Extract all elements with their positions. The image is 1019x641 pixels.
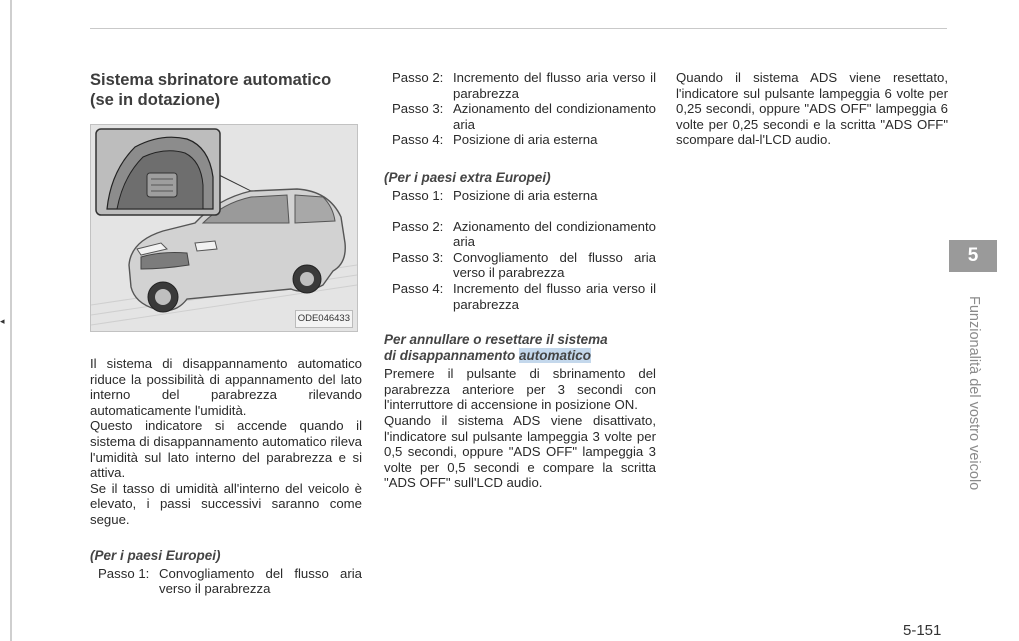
step-label: Passo 2: [392, 218, 444, 234]
column-2 [384, 70, 656, 491]
step-text: Incremento del flusso aria verso il parabrezza [453, 280, 656, 312]
step-label: Passo 3: [392, 101, 444, 117]
step-text: Azionamento del condizionamento aria [453, 218, 656, 250]
step-label: Passo 1: [98, 565, 150, 581]
chapter-label-text: Funzionalità del vostro veicolo [966, 296, 982, 491]
left-edge-marker-icon: ◂ [0, 316, 5, 326]
left-margin-rule [10, 0, 12, 641]
header-rule [90, 28, 947, 29]
reset-heading-line1: Per annullare o resettare il sistema [384, 332, 608, 348]
extra-europe-steps [384, 188, 656, 312]
list-item [384, 70, 656, 101]
list-item [384, 132, 656, 148]
intro-paragraph-3: Se il tasso di umidità all'interno del veicolo è elevato, i passi successivi saranno come segue. [90, 480, 362, 527]
europe-heading: (Per i paesi Europei) [90, 547, 221, 563]
list-item [384, 250, 656, 281]
europe-steps-part2 [384, 70, 656, 148]
car-with-sensor-icon [91, 125, 357, 331]
figure-code: ODE046433 [295, 310, 353, 328]
section-title-line2: (se in dotazione) [90, 91, 221, 109]
reset-heading [384, 332, 656, 364]
chapter-tab [949, 240, 997, 272]
column-3 [676, 70, 948, 148]
section-title-line1: Sistema sbrinatore automatico [90, 71, 332, 89]
intro-paragraph-1: Il sistema di disappannamento automatico riduce la possibilità di appannamento del lato interno del parabrezza rilevando automaticamente l'umidità. [90, 356, 362, 418]
extra-europe-heading: (Per i paesi extra Europei) [384, 169, 551, 185]
step-label: Passo 1: [392, 187, 444, 203]
reset-paragraph-1: Premere il pulsante di sbrinamento del parabrezza anteriore per 3 secondi con l'interruttore di accensione in posizione ON. [384, 366, 656, 413]
column-1 [90, 70, 362, 597]
list-item [384, 281, 656, 312]
step-text: Azionamento del condizionamento aria [453, 101, 656, 132]
car-illustration [90, 124, 358, 332]
section-title [90, 70, 362, 110]
step-label: Passo 3: [392, 249, 444, 265]
chapter-label [962, 296, 982, 526]
step-text: Convogliamento del flusso aria verso il parabrezza [453, 249, 656, 281]
step-text: Posizione di aria esterna [453, 187, 598, 203]
step-label: Passo 4: [392, 280, 444, 296]
chapter-number: 5 [967, 245, 979, 266]
step-label: Passo 4: [392, 132, 444, 148]
list-item [384, 219, 656, 250]
step-text: Convogliamento del flusso aria verso il parabrezza [159, 565, 362, 597]
reset-heading-line2: di disappannamento [384, 348, 516, 364]
step-text: Incremento del flusso aria verso il parabrezza [453, 70, 656, 101]
page-number: 5-151 [903, 622, 942, 639]
reset-paragraph-2: Quando il sistema ADS viene disattivato, l'indicatore sul pulsante lampeggia 3 volte per 0,5 secondi, oppure "ADS OFF" lampeggia 3 volte per 0,5 secondi e compare la scritta "ADS OFF" sull'LCD audio. [384, 412, 656, 491]
list-item [90, 566, 362, 597]
reset-heading-highlight: automatico [519, 348, 592, 364]
intro-paragraph-2: Questo indicatore si accende quando il sistema di disappannamento automatico rileva l'umidità sul lato interno del parabrezza e si attiva. [90, 418, 362, 481]
step-label: Passo 2: [392, 70, 444, 85]
reset-paragraph-3: Quando il sistema ADS viene resettato, l'indicatore sul pulsante lampeggia 6 volte per 0,25 secondi, oppure "ADS OFF" lampeggia 6 volte per 0,25 secondi e la scritta "ADS OFF" scompare dal-l'LCD audio. [676, 70, 948, 148]
list-item [384, 188, 656, 204]
step-text: Posizione di aria esterna [453, 132, 598, 148]
europe-steps-part1 [90, 566, 362, 597]
list-item [384, 101, 656, 132]
